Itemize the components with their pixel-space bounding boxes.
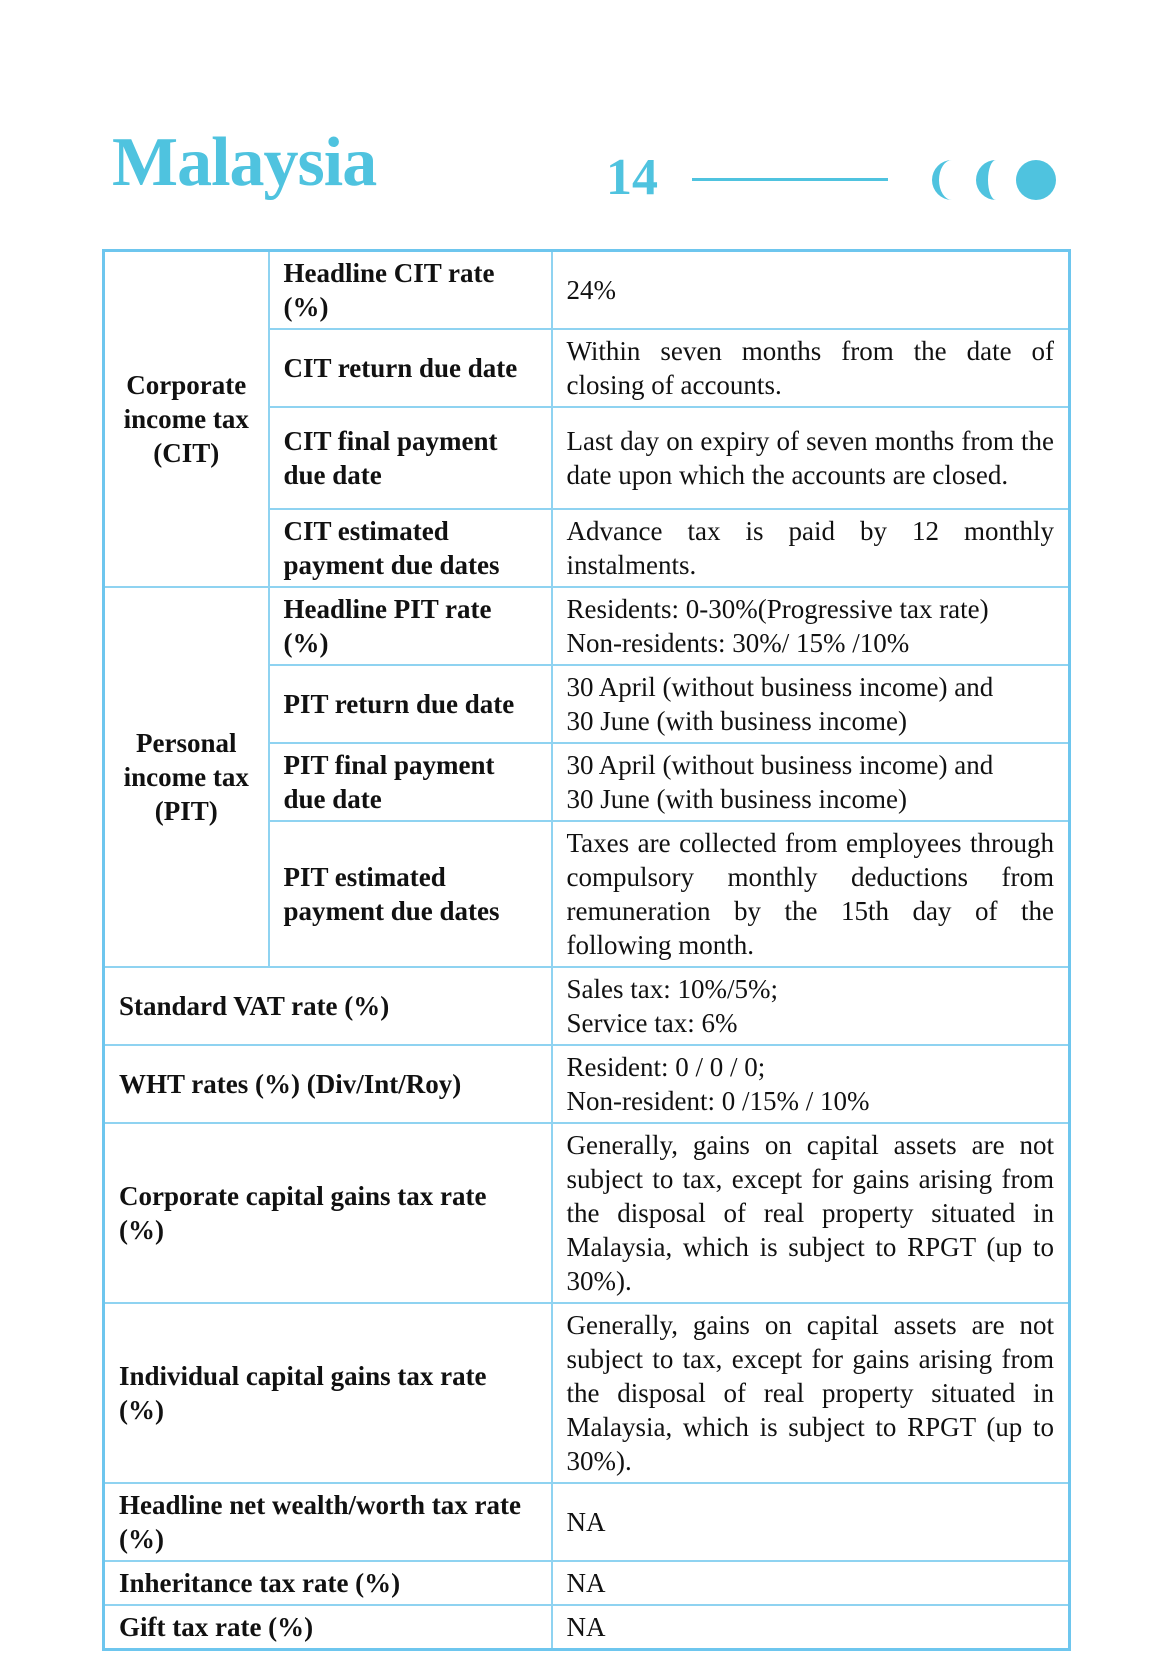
value-line: 30 June (with business income): [566, 706, 907, 736]
row-label: Individual capital gains tax rate (%): [104, 1303, 552, 1483]
page-number: 14: [606, 149, 658, 206]
row-label: Headline CIT rate (%): [269, 251, 552, 330]
value-line: Non-resident: 0 /15% / 10%: [566, 1086, 870, 1116]
row-value: [552, 967, 1070, 1045]
category-cit: Corporate income tax (CIT): [104, 251, 269, 588]
value-line: Resident: 0 / 0 / 0;: [566, 1052, 766, 1082]
value-line: 30 April (without business income) and: [566, 750, 994, 780]
table-row: [104, 251, 1070, 330]
row-value: Taxes are collected from employees through compulsory monthly deductions from remuneration by the 15th day of the following month.: [552, 821, 1070, 967]
header-rule: [692, 178, 888, 181]
table-row: [104, 1561, 1070, 1605]
row-label: Inheritance tax rate (%): [104, 1561, 552, 1605]
table-row: [104, 967, 1070, 1045]
row-label: Headline net wealth/worth tax rate (%): [104, 1483, 552, 1561]
value-line: Service tax: 6%: [566, 1008, 738, 1038]
row-value: NA: [552, 1561, 1070, 1605]
page-header: [0, 0, 1166, 240]
value-line: Sales tax: 10%/5%;: [566, 974, 778, 1004]
row-value: Advance tax is paid by 12 monthly instalments.: [552, 509, 1070, 587]
row-value: [552, 743, 1070, 821]
row-value: Last day on expiry of seven months from the date upon which the accounts are closed.: [552, 407, 1070, 509]
category-pit: Personal income tax (PIT): [104, 587, 269, 967]
row-label: Headline PIT rate (%): [269, 587, 552, 665]
row-value: [552, 587, 1070, 665]
row-value: NA: [552, 1483, 1070, 1561]
value-line: Residents: 0-30%(Progressive tax rate): [566, 594, 989, 624]
value-line: 30 June (with business income): [566, 784, 907, 814]
table-row: [104, 1605, 1070, 1650]
row-value: Generally, gains on capital assets are not subject to tax, except for gains arising from the disposal of real property situated in Malaysia, which is subject to RPGT (up to 30%).: [552, 1303, 1070, 1483]
table-row: [104, 1303, 1070, 1483]
row-label: WHT rates (%) (Div/Int/Roy): [104, 1045, 552, 1123]
tax-summary-table: [102, 249, 1071, 1651]
row-label: CIT final payment due date: [269, 407, 552, 509]
value-line: Non-residents: 30%/ 15% /10%: [566, 628, 910, 658]
table-row: [104, 1123, 1070, 1303]
moon-phases-icon: [928, 156, 1060, 204]
row-value: 24%: [552, 251, 1070, 330]
row-label: CIT estimated payment due dates: [269, 509, 552, 587]
row-value: [552, 1045, 1070, 1123]
table-row: [104, 1483, 1070, 1561]
row-value: Generally, gains on capital assets are not subject to tax, except for gains arising from the disposal of real property situated in Malaysia, which is subject to RPGT (up to 30%).: [552, 1123, 1070, 1303]
row-label: Gift tax rate (%): [104, 1605, 552, 1650]
row-label: Corporate capital gains tax rate (%): [104, 1123, 552, 1303]
table-row: [104, 1045, 1070, 1123]
row-label: PIT final payment due date: [269, 743, 552, 821]
row-label: CIT return due date: [269, 329, 552, 407]
row-value: NA: [552, 1605, 1070, 1650]
table-row: [104, 587, 1070, 665]
row-label: Standard VAT rate (%): [104, 967, 552, 1045]
row-value: [552, 665, 1070, 743]
value-line: 30 April (without business income) and: [566, 672, 994, 702]
page-title: Malaysia: [112, 124, 377, 201]
row-label: PIT return due date: [269, 665, 552, 743]
row-value: Within seven months from the date of closing of accounts.: [552, 329, 1070, 407]
row-label: PIT estimated payment due dates: [269, 821, 552, 967]
